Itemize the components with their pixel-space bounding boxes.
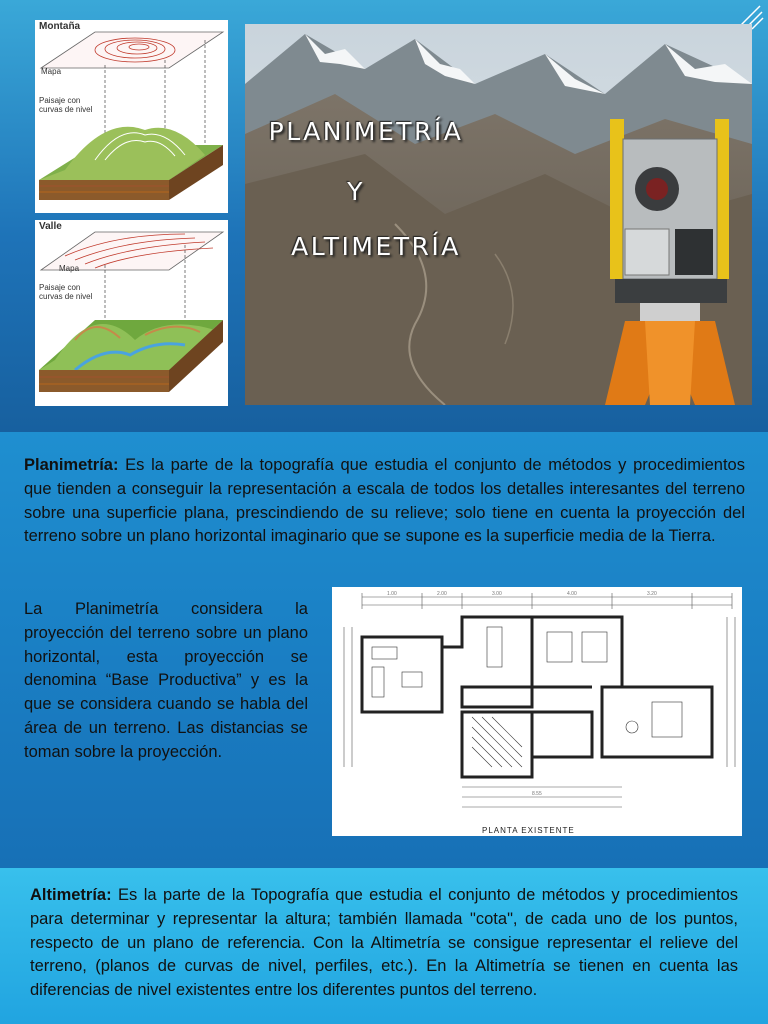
diagram-title: Montaña — [39, 21, 81, 32]
valley-diagram — [35, 220, 228, 406]
landscape-label: Paisaje con curvas de nivel — [39, 96, 93, 114]
hero-photo — [245, 24, 752, 405]
planimetria-term: Planimetría: — [24, 456, 119, 474]
svg-text:1.00: 1.00 — [387, 591, 397, 597]
hero-title-line1: PLANIMETRÍA — [268, 117, 464, 146]
map-label: Mapa — [41, 67, 62, 76]
hero-title-line3: ALTIMETRÍA — [291, 232, 461, 261]
altimetria-definition — [30, 884, 738, 1003]
svg-text:8.55: 8.55 — [532, 791, 542, 797]
altimetria-term: Altimetría: — [30, 886, 112, 904]
hero-title-line2: Y — [347, 177, 365, 206]
mountain-diagram — [35, 20, 228, 213]
svg-text:3.00: 3.00 — [492, 591, 502, 597]
planimetria-detail: La Planimetría considera la proyección del terreno sobre un plano horizontal, esta proyección se denomina “Base Productiva” y es la que se considera cuando se habla del área de un terreno. Las distancias se toman sobre la proyección. — [24, 600, 308, 761]
landscape-label: Paisaje con curvas de nivel — [39, 283, 93, 301]
mountain-theodolite-illustration — [245, 24, 752, 405]
floor-plan-image — [332, 587, 742, 836]
planimetria-definition — [24, 454, 745, 549]
map-label: Mapa — [59, 264, 80, 273]
valley-illustration — [35, 220, 228, 406]
floor-plan-drawing — [332, 587, 742, 836]
svg-text:3.20: 3.20 — [647, 591, 657, 597]
planimetria-definition-text: Es la parte de la topografía que estudia el conjunto de métodos y procedimientos que tienden a conseguir la representación a escala de todos los detalles interesantes del terreno sobre una superficie plana, prescindiendo de su relieve; solo tiene en cuenta la proyección del terreno sobre un plano horizontal imaginario que se supone es la superficie media de la Tierra. — [24, 456, 745, 546]
altimetria-definition-text: Es la parte de la Topografía que estudia el conjunto de métodos y procedimientos para determinar y representar la altura; también llamada "cota", de cada uno de los puntos, respecto de un plano de referencia. Con la Altimetría se consigue representar el relieve del terreno, (planos de curvas de nivel, perfiles, etc.). En la Altimetría se tienen en cuenta las diferencias de nivel existentes entre los diferentes puntos del terreno. — [30, 886, 738, 1000]
mountain-illustration — [35, 20, 228, 213]
diagram-title: Valle — [39, 221, 62, 232]
svg-text:2.00: 2.00 — [437, 591, 447, 597]
svg-text:4.00: 4.00 — [567, 591, 577, 597]
floor-plan-caption: PLANTA EXISTENTE — [482, 826, 575, 835]
